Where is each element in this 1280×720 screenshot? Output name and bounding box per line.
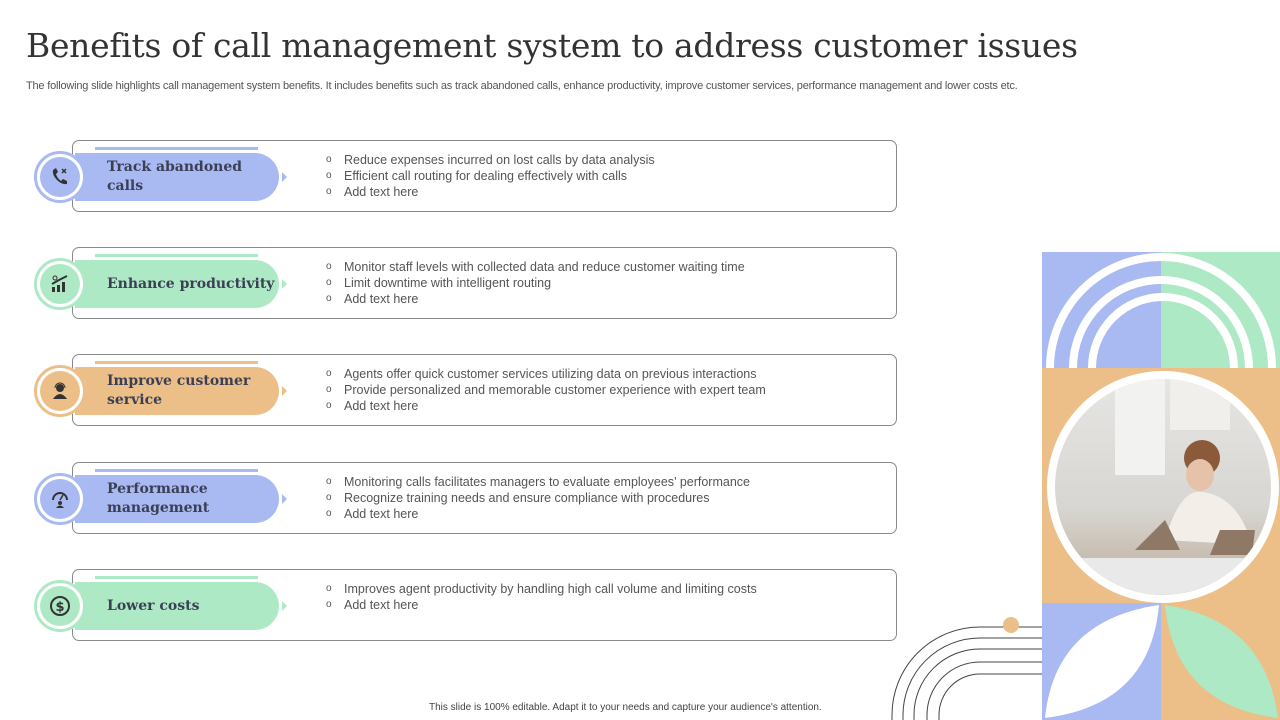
- benefit-label: Lower costs: [107, 597, 200, 614]
- bullet-text: Add text here: [344, 507, 419, 521]
- bullet-text: Add text here: [344, 185, 419, 199]
- phone-missed-icon: [40, 157, 80, 197]
- accent-bar: [95, 469, 258, 472]
- bullet-text: Add text here: [344, 292, 419, 306]
- bullet-item: [326, 291, 745, 307]
- bullet-list: [326, 259, 745, 307]
- bullet-item: [326, 506, 750, 522]
- bullet-marker: o: [326, 384, 332, 395]
- benefit-row: [34, 354, 904, 428]
- benefit-label: Enhance productivity: [107, 275, 275, 292]
- benefit-row: [34, 140, 904, 214]
- accent-bar: [95, 576, 258, 579]
- bullet-list: [326, 366, 766, 414]
- bullet-item: [326, 490, 750, 506]
- benefit-row: [34, 569, 904, 643]
- bullet-marker: o: [326, 476, 332, 487]
- arrow-icon: [282, 172, 287, 182]
- bullet-item: [326, 398, 766, 414]
- benefit-label-pill: [75, 475, 279, 523]
- customer-agent-icon: [40, 371, 80, 411]
- bullet-marker: o: [326, 170, 332, 181]
- bullet-marker: o: [326, 400, 332, 411]
- bullet-marker: o: [326, 599, 332, 610]
- page-title: Benefits of call management system to address customer issues: [26, 26, 1078, 65]
- benefit-label-pill: [75, 582, 279, 630]
- footer-note: This slide is 100% editable. Adapt it to your needs and capture your audience's attention.: [429, 702, 822, 713]
- subtitle: The following slide highlights call management system benefits. It includes benefits such as track abandoned calls, enhance productivity, improve customer services, performance management and lower costs etc.: [26, 80, 1018, 92]
- dollar-icon: [40, 586, 80, 626]
- benefit-label-pill: [75, 367, 279, 415]
- bullet-text: Recognize training needs and ensure compliance with procedures: [344, 491, 710, 505]
- bullet-marker: o: [326, 186, 332, 197]
- benefit-label-pill: [75, 153, 279, 201]
- bullet-list: [326, 581, 757, 613]
- benefit-label-pill: [75, 260, 279, 308]
- bullet-marker: o: [326, 368, 332, 379]
- bullet-text: Improves agent productivity by handling high call volume and limiting costs: [344, 582, 757, 596]
- bullet-item: [326, 597, 757, 613]
- bullet-text: Efficient call routing for dealing effectively with calls: [344, 169, 628, 183]
- bullet-item: [326, 259, 745, 275]
- arrow-icon: [282, 279, 287, 289]
- benefit-label: Improve customer service: [107, 373, 251, 408]
- bullet-text: Reduce expenses incurred on lost calls by data analysis: [344, 153, 655, 167]
- benefit-row: [34, 247, 904, 321]
- bullet-text: Monitor staff levels with collected data and reduce customer waiting time: [344, 260, 745, 274]
- svg-text:$: $: [55, 600, 65, 615]
- bullet-marker: o: [326, 508, 332, 519]
- bullet-list: [326, 152, 655, 200]
- benefit-label: Track abandoned calls: [107, 159, 243, 194]
- benefit-label: Performance management: [107, 481, 210, 516]
- bullet-item: [326, 366, 766, 382]
- bullet-item: [326, 152, 655, 168]
- bullet-item: [326, 581, 757, 597]
- bullet-item: [326, 474, 750, 490]
- bullet-marker: o: [326, 261, 332, 272]
- benefit-row: [34, 462, 904, 536]
- bullet-marker: o: [326, 583, 332, 594]
- bullet-item: [326, 184, 655, 200]
- bullet-text: Add text here: [344, 598, 419, 612]
- bullet-marker: o: [326, 154, 332, 165]
- decorative-graphic: [880, 240, 1280, 720]
- bullet-text: Provide personalized and memorable customer experience with expert team: [344, 383, 766, 397]
- bullet-text: Agents offer quick customer services utilizing data on previous interactions: [344, 367, 757, 381]
- bullet-text: Limit downtime with intelligent routing: [344, 276, 552, 290]
- accent-bar: [95, 361, 258, 364]
- arrow-icon: [282, 494, 287, 504]
- bullet-marker: o: [326, 293, 332, 304]
- bullet-list: [326, 474, 750, 522]
- bullet-item: [326, 275, 745, 291]
- bullet-item: [326, 382, 766, 398]
- arrow-icon: [282, 386, 287, 396]
- bullet-text: Add text here: [344, 399, 419, 413]
- bullet-marker: o: [326, 492, 332, 503]
- accent-bar: [95, 254, 258, 257]
- performance-gauge-icon: [40, 479, 80, 519]
- bullet-marker: o: [326, 277, 332, 288]
- accent-bar: [95, 147, 258, 150]
- growth-chart-icon: [40, 264, 80, 304]
- bullet-item: [326, 168, 655, 184]
- arrow-icon: [282, 601, 287, 611]
- bullet-text: Monitoring calls facilitates managers to evaluate employees’ performance: [344, 475, 750, 489]
